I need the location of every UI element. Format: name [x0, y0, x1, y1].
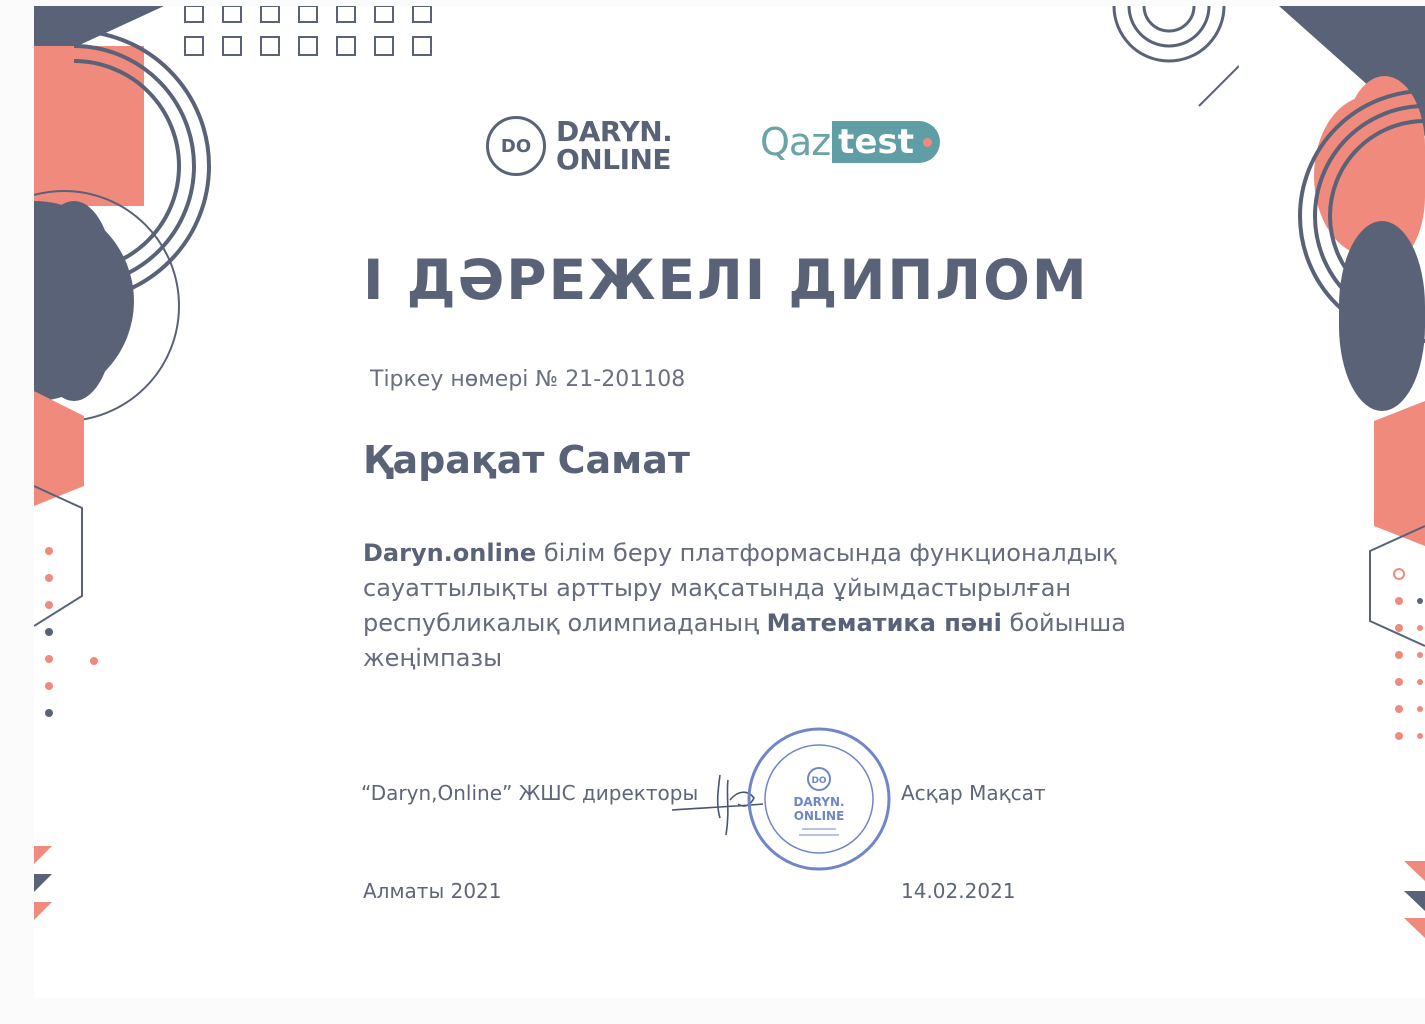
signatory-role: “Daryn,Online” ЖШС директоры — [361, 781, 699, 805]
stamp-mark: DO — [811, 776, 827, 786]
signatory-name: Асқар Мақсат — [901, 781, 1046, 805]
diploma-sheet — [34, 6, 1425, 998]
left-decoration — [34, 6, 234, 936]
registration-number: Тіркеу нөмері № 21-201108 — [370, 367, 686, 392]
arcs-decoration — [1109, 6, 1239, 116]
qaztest-dot-icon — [923, 138, 932, 147]
city-year: Алматы 2021 — [363, 879, 502, 903]
daryn-logo-mark: DO — [486, 116, 546, 176]
recipient-name: Қарақат Самат — [363, 438, 690, 482]
stamp-line2: ONLINE — [793, 809, 845, 823]
issue-date: 14.02.2021 — [901, 879, 1016, 903]
stamp-line1: DARYN. — [793, 795, 845, 809]
right-decoration — [1254, 6, 1425, 946]
squares-pattern — [182, 6, 442, 66]
diploma-body: Daryn.online білім беру платформасында функционалдық сауаттылықты арттыру мақсатында ұйымдастырылған республикалық олимпиаданың Математика пәні бойынша жеңімпазы — [363, 539, 1126, 672]
daryn-online-logo — [486, 116, 672, 176]
official-stamp — [744, 724, 894, 874]
daryn-logo-text: DARYN. ONLINE — [556, 115, 673, 176]
qaztest-logo-right: test — [832, 121, 940, 163]
diploma-title: I ДӘРЕЖЕЛІ ДИПЛОМ — [363, 248, 1089, 312]
qaztest-logo-left: Qaz — [760, 120, 831, 164]
qaztest-logo — [760, 120, 940, 164]
